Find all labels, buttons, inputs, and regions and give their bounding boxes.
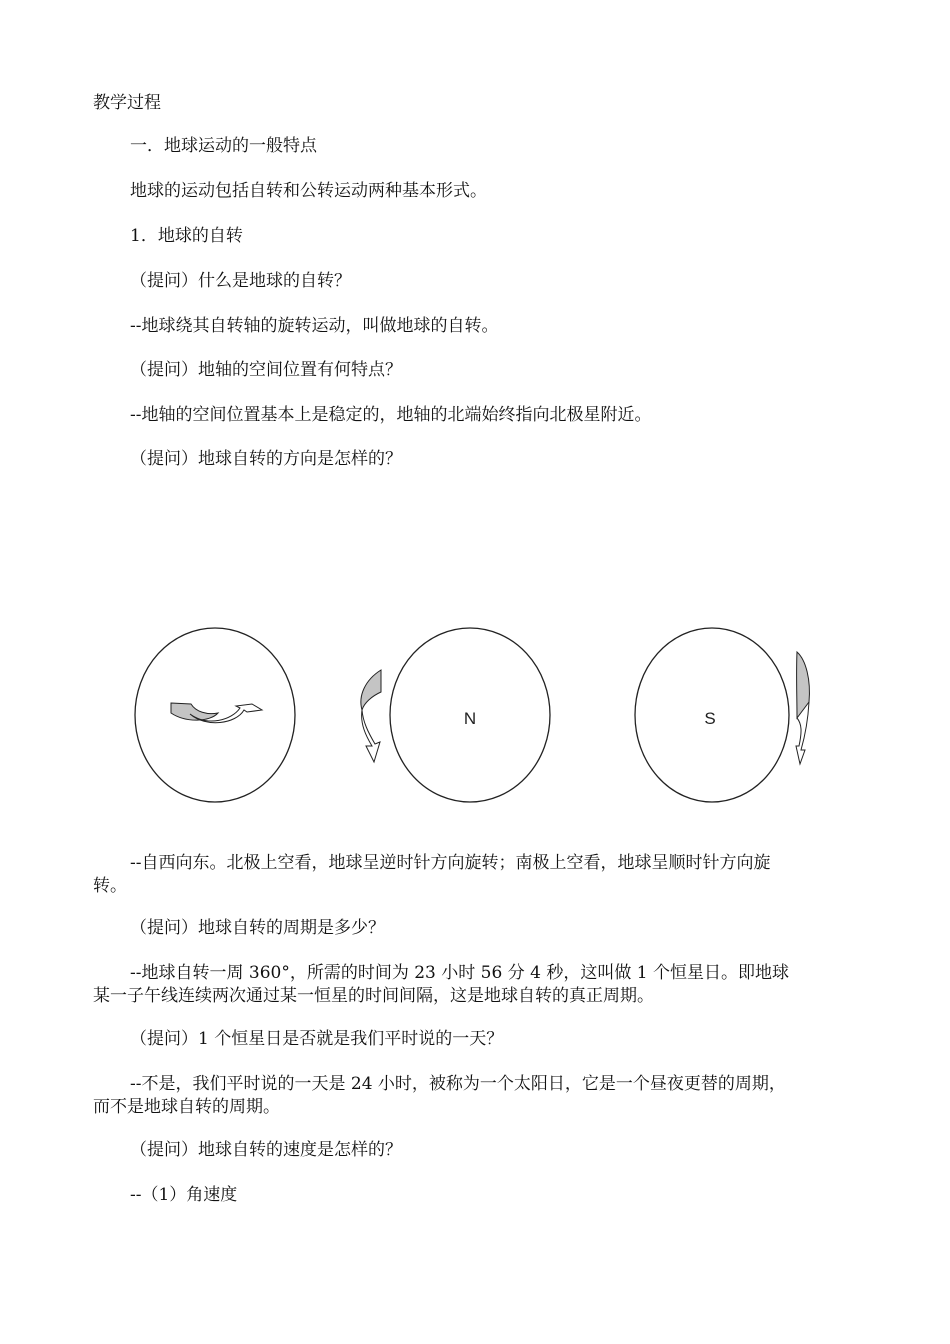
south-pole-globe xyxy=(635,628,809,802)
answer-what-is-rotation: --地球绕其自转轴的旋转运动，叫做地球的自转。 xyxy=(130,316,499,336)
question-axis-position: （提问）地轴的空间位置有何特点？ xyxy=(130,360,402,380)
counterclockwise-arrow-icon xyxy=(361,670,381,762)
answer-axis-position: --地轴的空间位置基本上是稳定的，地轴的北端始终指向北极星附近。 xyxy=(130,405,652,425)
subsection-title-rotation: 1．地球的自转 xyxy=(130,226,243,246)
question-rotation-speed: （提问）地球自转的速度是怎样的？ xyxy=(130,1140,402,1160)
heading-teaching-process: 教学过程 xyxy=(93,93,161,113)
north-pole-globe xyxy=(361,628,550,802)
south-label: S xyxy=(704,709,716,728)
north-label: N xyxy=(463,709,477,728)
curved-rotation-arrow-icon xyxy=(171,703,262,723)
question-rotation-period: （提问）地球自转的周期是多少？ xyxy=(130,918,385,938)
question-what-is-rotation: （提问）什么是地球的自转？ xyxy=(130,271,351,291)
answer-angular-velocity: --（1）角速度 xyxy=(130,1185,238,1205)
question-rotation-direction: （提问）地球自转的方向是怎样的？ xyxy=(130,449,402,469)
clockwise-arrow-icon xyxy=(796,652,809,764)
answer-sidereal-day-line1: --不是，我们平时说的一天是 24 小时，被称为一个太阳日，它是一个昼夜更替的周期， xyxy=(130,1074,786,1094)
answer-rotation-period-line1: --地球自转一周 360°，所需的时间为 23 小时 56 分 4 秒，这叫做 1 个恒星日。即地球 xyxy=(130,963,789,983)
rotation-direction-figure xyxy=(0,600,950,820)
side-view-globe xyxy=(135,628,295,802)
paragraph-intro: 地球的运动包括自转和公转运动两种基本形式。 xyxy=(130,181,487,201)
question-sidereal-day: （提问）1 个恒星日是否就是我们平时说的一天？ xyxy=(130,1029,504,1049)
section-title-earth-motion: 一．地球运动的一般特点 xyxy=(130,136,317,156)
answer-sidereal-day-line2: 而不是地球自转的周期。 xyxy=(93,1097,280,1117)
answer-rotation-direction-line2: 转。 xyxy=(93,876,127,896)
answer-rotation-direction-line1: --自西向东。北极上空看，地球呈逆时针方向旋转；南极上空看，地球呈顺时针方向旋 xyxy=(130,853,771,873)
answer-rotation-period-line2: 某一子午线连续两次通过某一恒星的时间间隔，这是地球自转的真正周期。 xyxy=(93,986,654,1006)
